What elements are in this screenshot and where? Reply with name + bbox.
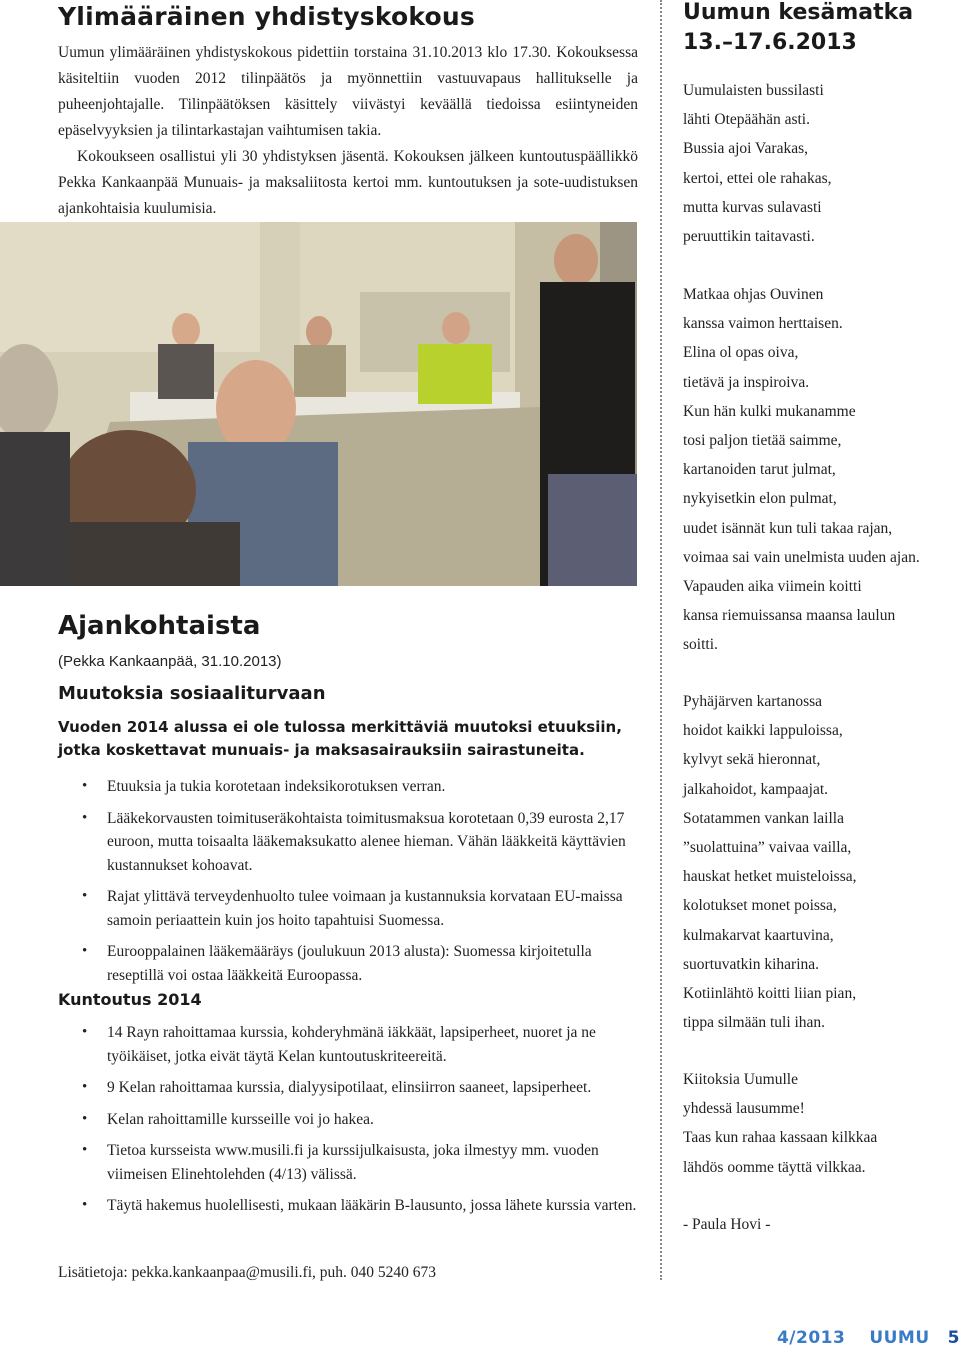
poem-line: soitti. — [683, 636, 718, 654]
poem-line: voimaa sai vain unelmista uuden ajan. — [683, 548, 920, 566]
bullet-icon: • — [82, 1110, 88, 1127]
list-item: • Etuuksia ja tukia korotetaan indeksikorotuksen verran. — [58, 775, 648, 799]
section-heading-rehab: Kuntoutus 2014 — [58, 990, 202, 1009]
page-footer — [777, 1328, 960, 1348]
page-number: 5 — [947, 1328, 960, 1348]
article-title: Ylimääräinen yhdistyskokous — [58, 2, 475, 31]
poem-line: kolotukset monet poissa, — [683, 897, 837, 915]
poem-line: Matkaa ohjas Ouvinen — [683, 286, 824, 303]
poem-line: kanssa vaimon herttaisen. — [683, 315, 843, 333]
list-item: • 9 Kelan rahoittamaa kurssia, dialyysipotilaat, elinsiirron saaneet, lapsiperheet. — [58, 1076, 648, 1100]
poem-line: lähdös oomme täyttä vilkkaa. — [683, 1158, 866, 1176]
poem-line: tippa silmään tuli ihan. — [683, 1014, 826, 1032]
poem-line: Pyhäjärven kartanossa — [683, 693, 823, 710]
poem-stanza-1 — [683, 76, 960, 251]
poem-line: Elina ol opas oiva, — [683, 344, 799, 362]
meeting-photo-illustration — [0, 222, 637, 586]
poem-line: kartanoiden tarut julmat, — [683, 461, 836, 479]
list-item: • 14 Rayn rahoittamaa kurssia, kohderyhmänä iäkkäät, lapsiperheet, nuoret ja ne työikäiset, jotka eivät täytä Kelan kuntoutuskriteereitä. — [58, 1021, 648, 1068]
section-subtitle: Muutoksia sosiaaliturvaan — [58, 683, 326, 704]
poem-line: Bussia ajoi Varakas, — [683, 140, 808, 158]
list-item: • Lääkekorvausten toimituseräkohtaista toimitusmaksua korotetaan 0,39 eurosta 2,17 euroon, mutta toisaalta lääkemaksukatto alenee hieman. Vähän lääkkeitä käyttävien kustannukset kohoavat. — [58, 807, 648, 878]
poem-line: kulmakarvat kaartuvina, — [683, 926, 834, 944]
byline: (Pekka Kankaanpää, 31.10.2013) — [58, 653, 282, 670]
poem-line: mutta kurvas sulavasti — [683, 198, 822, 216]
rehab-list — [58, 1021, 648, 1226]
poem-line: Uumulaisten bussilasti — [683, 82, 824, 99]
bullet-icon: • — [82, 778, 88, 794]
poem-line: peruuttikin taitavasti. — [683, 228, 815, 246]
sidebar-title-line-1: Uumun kesämatka — [683, 0, 914, 25]
poem-line: uudet isännät kun tuli takaa rajan, — [683, 519, 893, 537]
meeting-photo — [0, 222, 637, 586]
poem-line: lähti Otepäähän asti. — [683, 111, 810, 129]
poem-line: yhdessä lausumme! — [683, 1100, 805, 1118]
poem-line: hoidot kaikki lappuloissa, — [683, 722, 843, 740]
poem-line: Kiitoksia Uumulle — [683, 1071, 798, 1088]
lead-paragraph: Vuoden 2014 alussa ei ole tulossa merkittäviä muutoksi etuuksiin, jotka koskettavat munuais- ja maksasairauksiin sairastuneita. — [58, 718, 622, 759]
poem-stanza-3 — [683, 687, 960, 1037]
poem-line: jalkahoidot, kampaajat. — [683, 780, 829, 798]
column-divider — [660, 0, 662, 1280]
poem-line: kansa riemuissansa maansa laulun — [683, 607, 896, 625]
sidebar-title-line-2: 13.–17.6.2013 — [683, 30, 857, 55]
poem-stanza-2 — [683, 280, 960, 660]
list-item: • Tietoa kursseista www.musili.fi ja kurssijulkaisusta, joka ilmestyy mm. vuoden viimeisen Elinehtolehden (4/13) välissä. — [58, 1139, 648, 1186]
bullet-icon: • — [82, 809, 88, 826]
bullet-icon: • — [82, 1197, 88, 1213]
intro-paragraph-1: Uumun ylimääräinen yhdistyskokous pidettiin torstaina 31.10.2013 klo 17.30. Kokouksessa käsiteltiin vuoden 2012 tilinpäätös ja myönnettiin vastuuvapaus hallitukselle ja puheenjohtajalle. Tilinpäätöksen käsittely viivästyi keväällä tiedoissa esiintyneiden epäselvyyksien ja tilintarkastajan vaihtumisen takia. — [58, 44, 638, 139]
bullet-icon: • — [82, 888, 88, 904]
poem-line: Kotiinlähtö koitti liian pian, — [683, 985, 857, 1003]
bullet-icon: • — [82, 1142, 88, 1158]
poem-line: Sotatammen vankan lailla — [683, 809, 844, 827]
poem-line: Taas kun rahaa kassaan kilkkaa — [683, 1129, 878, 1147]
signature-line: - Paula Hovi - — [683, 1216, 771, 1233]
bullet-icon: • — [82, 943, 88, 959]
section-title: Ajankohtaista — [58, 611, 261, 641]
poem-stanza-4 — [683, 1065, 960, 1182]
poem-signature — [683, 1210, 960, 1239]
poem-line: nykyisetkin elon pulmat, — [683, 490, 837, 508]
poem-line: kertoi, ettei ole rahakas, — [683, 169, 832, 187]
poem-line: kylvyt sekä hieronnat, — [683, 751, 821, 769]
poem-line: Kun hän kulki mukanamme — [683, 402, 856, 420]
poem-line: tosi paljon tietää saimme, — [683, 432, 842, 450]
magazine-name: UUMU — [869, 1328, 930, 1348]
bullet-icon: • — [82, 1024, 88, 1040]
list-item: • Täytä hakemus huolellisesti, mukaan lääkärin B-lausunto, jossa lähete kurssia varten. — [58, 1194, 648, 1218]
poem-line: Vapauden aika viimein koitti — [683, 578, 862, 596]
poem-line: tietävä ja inspiroiva. — [683, 373, 810, 391]
intro-paragraph-2: Kokoukseen osallistui yli 30 yhdistyksen jäsentä. Kokouksen jälkeen kuntoutuspäällikkö Pekka Kankaanpää Munuais- ja maksaliitosta kertoi mm. kuntoutuksen ja sote-uudistuksen ajankohtaisia kuulumisia. — [58, 148, 638, 217]
contact-info: Lisätietoja: pekka.kankaanpaa@musili.fi, puh. 040 5240 673 — [58, 1264, 437, 1281]
article-intro — [58, 40, 638, 222]
list-item: • Eurooppalainen lääkemääräys (joulukuun 2013 alusta): Suomessa kirjoitetulla reseptillä voi ostaa lääkkeitä Euroopassa. — [58, 940, 648, 987]
benefits-list — [58, 775, 648, 995]
poem-line: ”suolattuina” vaivaa vailla, — [683, 839, 852, 857]
poem-line: suortuvatkin kiharina. — [683, 955, 820, 973]
poem-line: hauskat hetket muisteloissa, — [683, 868, 857, 886]
list-item: • Kelan rahoittamille kursseille voi jo hakea. — [58, 1108, 648, 1132]
issue-number: 4/2013 — [776, 1328, 846, 1348]
bullet-icon: • — [82, 1079, 88, 1095]
list-item: • Rajat ylittävä terveydenhuolto tulee voimaan ja kustannuksia korvataan EU-maissa samoin periaattein kuin jos hoito tapahtuisi Suomessa. — [58, 885, 648, 932]
sidebar-title — [683, 0, 913, 58]
